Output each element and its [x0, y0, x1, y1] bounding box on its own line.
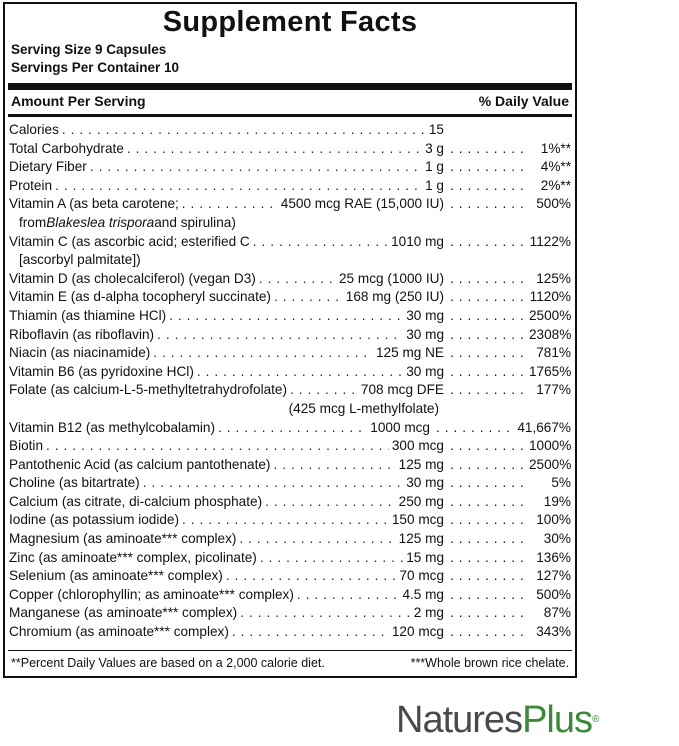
table-row: Selenium (as aminoate*** complex) . . . 70 mcg . . . 127%: [5, 567, 575, 586]
table-row: Riboflavin (as riboflavin) . . . 30 mg . . . 2308%: [5, 326, 575, 345]
table-row: Vitamin C (as ascorbic acid; esterified C . . . 1010 mg . . . 1122%: [5, 233, 575, 252]
daily-value-heading: % Daily Value: [478, 93, 569, 109]
table-row: Dietary Fiber . . . 1 g . . . 4%**: [5, 158, 575, 177]
supplement-facts-panel: [3, 2, 577, 678]
table-row: Chromium (as aminoate*** complex) . . . 120 mcg . . . 343%: [5, 623, 575, 642]
table-row: Vitamin E (as d-alpha tocopheryl succinate) . . . 168 mg (250 IU) . . . 1120%: [5, 288, 575, 307]
row-continuation: [ascorbyl palmitate]): [19, 252, 141, 268]
panel-title: Supplement Facts: [162, 6, 418, 38]
table-row: Vitamin A (as beta carotene; . . . 4500 mcg RAE (15,000 IU) . . . 500%: [5, 195, 575, 214]
servings-per-container: Servings Per Container 10: [11, 60, 180, 75]
table-row: Vitamin B12 (as methylcobalamin) . . . 1000 mcg . . . 41,667%: [5, 419, 575, 438]
table-row: Pantothenic Acid (as calcium pantothenate) . . . 125 mg . . . 2500%: [5, 456, 575, 475]
row-continuation: from Blakeslea trispora and spirulina): [19, 214, 236, 230]
table-row: Vitamin D (as cholecalciferol) (vegan D3) . . . 25 mcg (1000 IU) . . . 125%: [5, 270, 575, 289]
footnotes: [11, 656, 569, 670]
thick-divider: [8, 83, 572, 90]
daily-value-footnote: **Percent Daily Values are based on a 2,000 calorie diet.: [11, 656, 325, 670]
table-row: Calcium (as citrate, di-calcium phosphate) . . . 250 mg . . . 19%: [5, 493, 575, 512]
table-row: Calories . . . 15: [5, 121, 575, 140]
chelate-footnote: ***Whole brown rice chelate.: [410, 656, 569, 670]
table-row: Manganese (as aminoate*** complex) . . . 2 mg . . . 87%: [5, 604, 575, 623]
table-row: Choline (as bitartrate) . . . 30 mg . . . 5%: [5, 474, 575, 493]
table-row: Niacin (as niacinamide) . . . 125 mg NE . . . 781%: [5, 344, 575, 363]
naturesplus-logo: NaturesPlus®: [396, 699, 599, 741]
serving-size: Serving Size 9 Capsules: [11, 42, 167, 57]
table-row: Biotin . . . 300 mcg . . . 1000%: [5, 437, 575, 456]
thin-divider: [8, 114, 572, 117]
row-continuation: (425 mcg L-methylfolate): [288, 400, 439, 416]
table-row: Protein . . . 1 g . . . 2%**: [5, 177, 575, 196]
table-row: Vitamin B6 (as pyridoxine HCl) . . . 30 mg . . . 1765%: [5, 363, 575, 382]
table-row: Iodine (as potassium iodide) . . . 150 mcg . . . 100%: [5, 511, 575, 530]
table-row: Thiamin (as thiamine HCl) . . . 30 mg . . . 2500%: [5, 307, 575, 326]
nutrient-list: [5, 121, 575, 642]
table-row: Copper (chlorophyllin; as aminoate*** complex) . . . 4.5 mg . . . 500%: [5, 586, 575, 605]
table-header: [11, 93, 569, 109]
table-row: Folate (as calcium-L-5-methyltetrahydrofolate) . . . 708 mcg DFE . . . 177%: [5, 381, 575, 400]
table-row: Magnesium (as aminoate*** complex) . . . 125 mg . . . 30%: [5, 530, 575, 549]
amount-per-serving-heading: Amount Per Serving: [11, 93, 146, 109]
footer-divider: [8, 650, 572, 651]
table-row: Zinc (as aminoate*** complex, picolinate) . . . 15 mg . . . 136%: [5, 549, 575, 568]
table-row: Total Carbohydrate . . . 3 g . . . 1%**: [5, 140, 575, 159]
